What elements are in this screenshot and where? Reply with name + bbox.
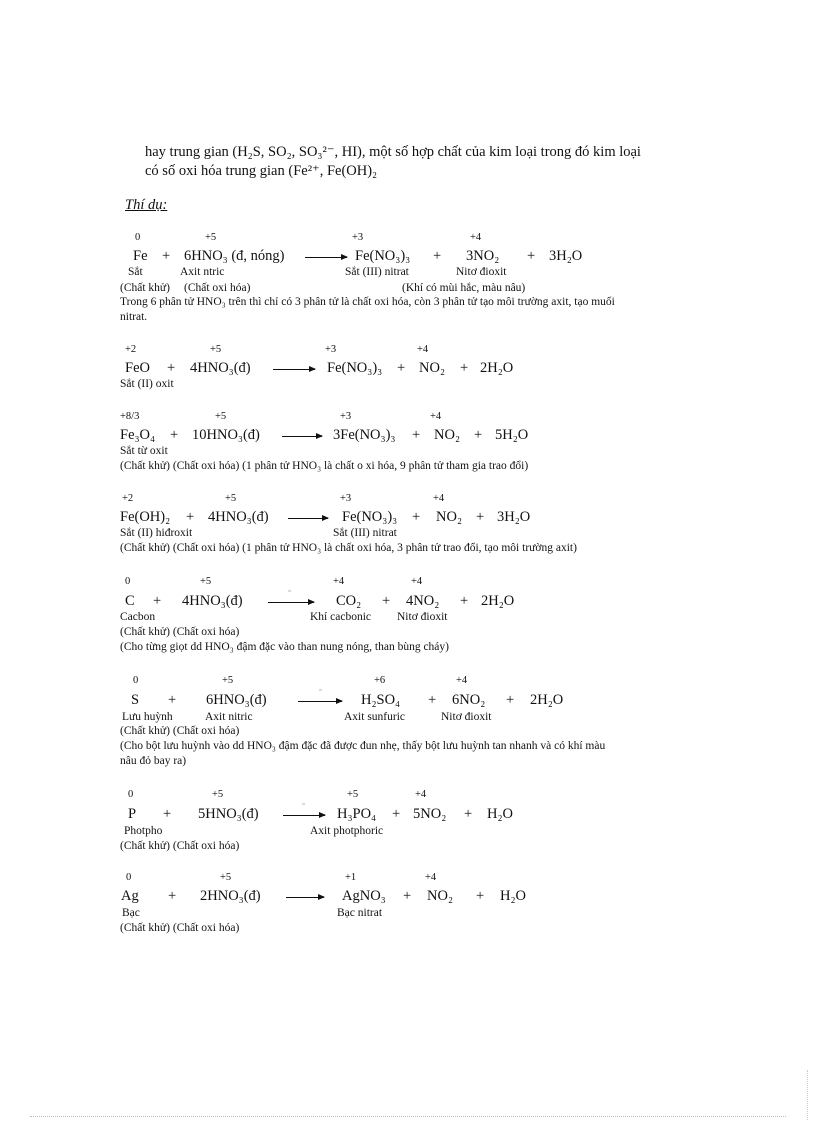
product: 3Fe(NO₃)₃ xyxy=(333,427,396,443)
ox-state: +3 xyxy=(340,493,352,504)
plus-sign: + xyxy=(474,427,483,443)
compound-name: Sắt từ oxit xyxy=(120,445,168,457)
product: NO₂ xyxy=(436,509,462,525)
compound-name: Sắt (II) oxit xyxy=(120,378,174,390)
ox-state: +5 xyxy=(200,576,212,587)
intro-line-1: hay trung gian (H₂S, SO₂, SO₃²⁻, HI), một số hợp chất của kim loại trong đó kim loại xyxy=(145,144,641,160)
ox-state: +5 xyxy=(215,411,227,422)
plus-sign: + xyxy=(392,806,401,822)
reactant: 4HNO₃(đ) xyxy=(182,593,243,609)
ox-state: +2 xyxy=(122,493,134,504)
ox-state: +4 xyxy=(456,675,468,686)
reactant: FeO xyxy=(125,360,150,376)
compound-name: Bạc xyxy=(122,907,140,919)
plus-sign: + xyxy=(476,509,485,525)
ox-state: +4 xyxy=(333,576,345,587)
explanation-line: (Cho từng giọt dd HNO₃ đậm đặc vào than nung nóng, than bùng cháy) xyxy=(120,641,449,653)
plus-sign: + xyxy=(163,806,172,822)
ox-state: +1 xyxy=(345,872,357,883)
reactant: Fe(OH)₂ xyxy=(120,509,171,525)
reaction-arrow xyxy=(282,436,322,437)
compound-name: Axit ntric xyxy=(180,266,225,278)
plus-sign: + xyxy=(168,888,177,904)
product: H₂O xyxy=(487,806,513,822)
ox-state: +4 xyxy=(433,493,445,504)
compound-name: Nitơ đioxit xyxy=(456,266,507,278)
ox-state: +2 xyxy=(125,344,137,355)
page-border-bottom xyxy=(30,1116,786,1117)
reaction-arrow xyxy=(286,897,324,898)
page-border-right xyxy=(807,1070,808,1120)
arrow-mark: ≈ xyxy=(288,589,292,595)
plus-sign: + xyxy=(168,692,177,708)
plus-sign: + xyxy=(460,360,469,376)
explanation-line: nâu đỏ bay ra) xyxy=(120,755,187,767)
compound-name: Nitơ đioxit xyxy=(441,711,492,723)
plus-sign: + xyxy=(153,593,162,609)
plus-sign: + xyxy=(382,593,391,609)
product: 3H₂O xyxy=(497,509,531,525)
product: NO₂ xyxy=(434,427,460,443)
compound-name: Khí cacbonic xyxy=(310,611,371,623)
product: 4NO₂ xyxy=(406,593,440,609)
product: H₃PO₄ xyxy=(337,806,377,822)
reactant: C xyxy=(125,593,135,609)
product: NO₂ xyxy=(419,360,445,376)
reaction-arrow xyxy=(283,815,325,816)
compound-name: Sắt (III) nitrat xyxy=(345,266,409,278)
plus-sign: + xyxy=(162,248,171,264)
reactant: P xyxy=(128,806,137,822)
product: Fe(NO₃)₃ xyxy=(355,248,411,264)
plus-sign: + xyxy=(476,888,485,904)
compound-name: Nitơ đioxit xyxy=(397,611,448,623)
plus-sign: + xyxy=(506,692,515,708)
ox-state: +5 xyxy=(225,493,237,504)
compound-name: Lưu huỳnh xyxy=(122,711,173,723)
explanation-line: (Cho bột lưu huỳnh vào dd HNO₃ đậm đặc đã được đun nhẹ, thấy bột lưu huỳnh tan nhanh và có khí màu xyxy=(120,740,606,752)
plus-sign: + xyxy=(527,248,536,264)
ox-state: +4 xyxy=(470,232,482,243)
intro-line-2: có số oxi hóa trung gian (Fe²⁺, Fe(OH)₂ xyxy=(145,163,378,179)
ox-state: 0 xyxy=(128,789,134,800)
reaction-arrow xyxy=(268,602,314,603)
ox-state: +8/3 xyxy=(120,411,140,422)
plus-sign: + xyxy=(412,509,421,525)
plus-sign: + xyxy=(397,360,406,376)
compound-name: Axit sunfuric xyxy=(344,711,406,723)
plus-sign: + xyxy=(412,427,421,443)
ox-state: +4 xyxy=(425,872,437,883)
role-label: (Chất khử) (Chất oxi hóa) (1 phân tử HNO₃ là chất o xi hóa, 9 phân tử tham gia trao đổi) xyxy=(120,460,529,472)
product: AgNO₃ xyxy=(342,888,386,904)
product: 2H₂O xyxy=(530,692,564,708)
product: Fe(NO₃)₃ xyxy=(342,509,398,525)
product: 3H₂O xyxy=(549,248,583,264)
product: H₂SO₄ xyxy=(361,692,401,708)
role-label: (Chất khử) (Chất oxi hóa) (1 phân tử HNO₃ là chất oxi hóa, 3 phân tử trao đổi, tạo môi trường axit) xyxy=(120,542,577,554)
role-label: (Chất oxi hóa) xyxy=(184,282,251,294)
reactant: 5HNO₃(đ) xyxy=(198,806,259,822)
ox-state: 0 xyxy=(126,872,132,883)
role-label: (Chất khử) (Chất oxi hóa) xyxy=(120,922,240,934)
plus-sign: + xyxy=(403,888,412,904)
section-heading: Thí dụ: xyxy=(125,197,168,213)
ox-state: +4 xyxy=(417,344,429,355)
ox-state: +3 xyxy=(340,411,352,422)
product: 2H₂O xyxy=(481,593,515,609)
reactant: 10HNO₃(đ) xyxy=(192,427,260,443)
ox-state: +4 xyxy=(430,411,442,422)
reactant: Fe xyxy=(133,248,148,264)
product: NO₂ xyxy=(427,888,453,904)
ox-state: +5 xyxy=(220,872,232,883)
ox-state: 0 xyxy=(135,232,141,243)
explanation-line: nitrat. xyxy=(120,311,148,323)
product: 3NO₂ xyxy=(466,248,500,264)
plus-sign: + xyxy=(167,360,176,376)
compound-name: Sắt (II) hiđroxit xyxy=(120,527,193,539)
product: 5H₂O xyxy=(495,427,529,443)
product: 2H₂O xyxy=(480,360,514,376)
ox-state: +3 xyxy=(325,344,337,355)
ox-state: +5 xyxy=(347,789,359,800)
compound-name: Cacbon xyxy=(120,611,156,623)
role-label: (Chất khử) (Chất oxi hóa) xyxy=(120,725,240,737)
arrow-mark: ≈ xyxy=(302,802,306,808)
reaction-arrow xyxy=(298,701,342,702)
reaction-arrow xyxy=(288,518,328,519)
plus-sign: + xyxy=(186,509,195,525)
plus-sign: + xyxy=(433,248,442,264)
compound-name: Sắt (III) nitrat xyxy=(333,527,397,539)
ox-state: +4 xyxy=(411,576,423,587)
compound-name: Axit nitric xyxy=(205,711,253,723)
reactant: 6HNO₃(đ) xyxy=(206,692,267,708)
product: Fe(NO₃)₃ xyxy=(327,360,383,376)
reactant: 4HNO₃(đ) xyxy=(190,360,251,376)
ox-state: +6 xyxy=(374,675,386,686)
role-label: (Chất khử) xyxy=(120,282,170,294)
gas-note: (Khí có mùi hắc, màu nâu) xyxy=(402,282,526,294)
reactant: Fe₃O₄ xyxy=(120,427,156,443)
plus-sign: + xyxy=(428,692,437,708)
reactant: Ag xyxy=(121,888,139,904)
product: CO₂ xyxy=(336,593,362,609)
ox-state: 0 xyxy=(125,576,131,587)
compound-name: Photpho xyxy=(124,825,163,837)
role-label: (Chất khử) (Chất oxi hóa) xyxy=(120,840,240,852)
compound-name: Bạc nitrat xyxy=(337,907,383,919)
plus-sign: + xyxy=(460,593,469,609)
product: 6NO₂ xyxy=(452,692,486,708)
ox-state: 0 xyxy=(133,675,139,686)
arrow-mark: ≈ xyxy=(319,688,323,694)
ox-state: +5 xyxy=(205,232,217,243)
reactant: 2HNO₃(đ) xyxy=(200,888,261,904)
plus-sign: + xyxy=(170,427,179,443)
plus-sign: + xyxy=(464,806,473,822)
reactant: S xyxy=(131,692,140,708)
role-label: (Chất khử) (Chất oxi hóa) xyxy=(120,626,240,638)
ox-state: +3 xyxy=(352,232,364,243)
ox-state: +5 xyxy=(212,789,224,800)
ox-state: +5 xyxy=(210,344,222,355)
reaction-arrow xyxy=(305,257,347,258)
product: 5NO₂ xyxy=(413,806,447,822)
product: H₂O xyxy=(500,888,526,904)
compound-name: Axit photphoric xyxy=(310,825,384,837)
reactant: 6HNO₃ (đ, nóng) xyxy=(184,248,285,264)
ox-state: +4 xyxy=(415,789,427,800)
explanation-line: Trong 6 phân tử HNO₃ trên thì chỉ có 3 phân tử là chất oxi hóa, còn 3 phân tử tạo môi trường axit, tạo muối xyxy=(120,296,615,308)
compound-name: Sắt xyxy=(128,266,143,278)
reactant: 4HNO₃(đ) xyxy=(208,509,269,525)
ox-state: +5 xyxy=(222,675,234,686)
reaction-arrow xyxy=(273,369,315,370)
